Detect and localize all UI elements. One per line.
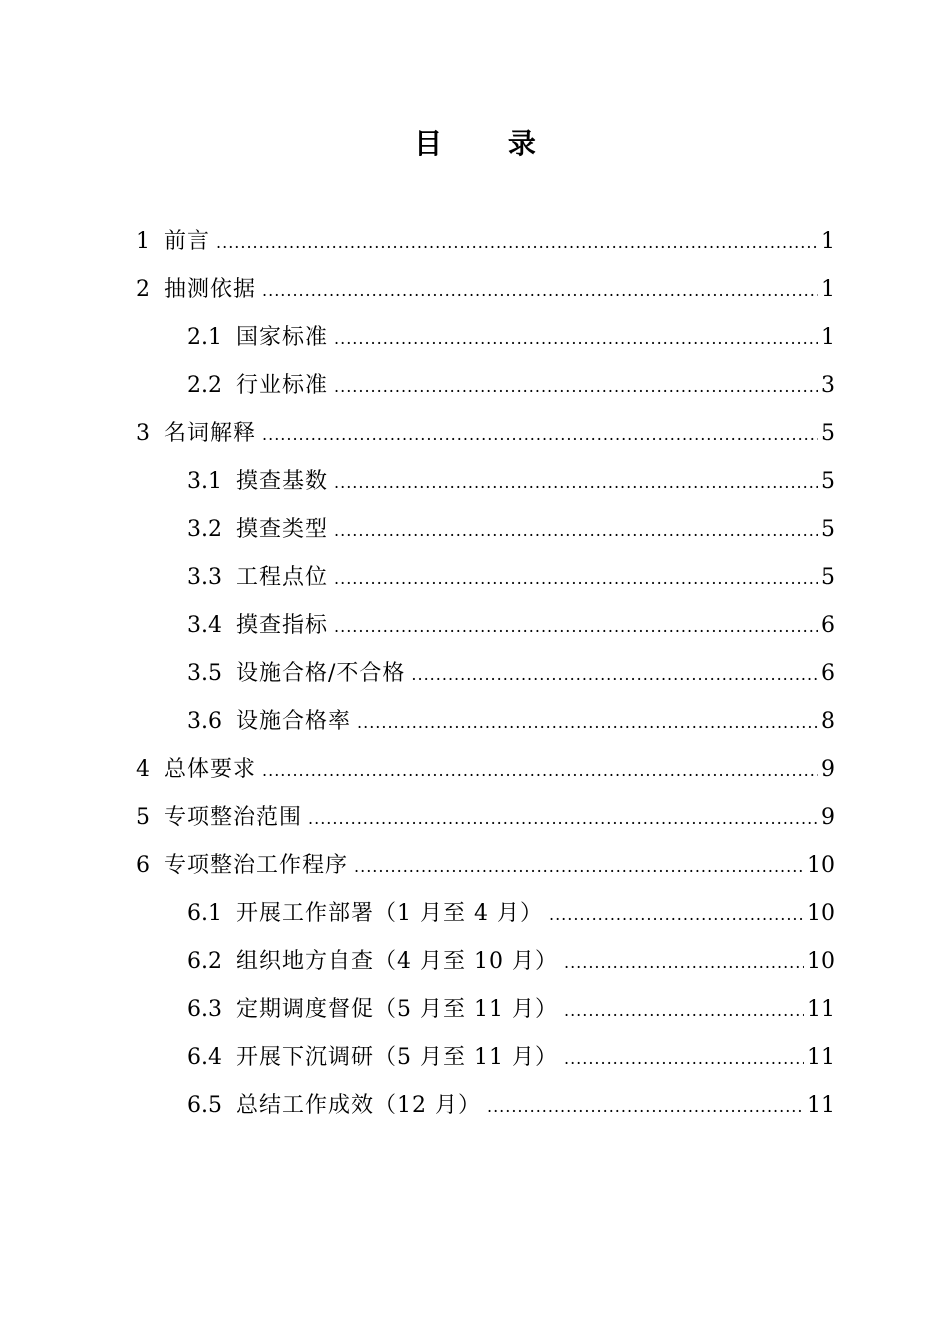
toc-dot-leader (487, 1087, 804, 1127)
toc-entry-title: 摸查类型 (236, 517, 329, 542)
toc-entry-number: 2 (136, 277, 150, 302)
toc-dot-leader (334, 607, 818, 647)
toc-dot-leader (354, 847, 804, 887)
toc-entry-number: 3.5 (187, 661, 222, 686)
toc-dot-leader (262, 415, 818, 455)
toc-entry[interactable] (0, 750, 950, 798)
toc-entry[interactable] (0, 702, 950, 750)
toc-page-number: 5 (821, 517, 835, 542)
toc-entry-number: 6 (136, 853, 150, 878)
toc-entry[interactable] (0, 270, 950, 318)
toc-page-number: 5 (821, 421, 835, 446)
toc-page-number: 5 (821, 469, 835, 494)
toc-page-number: 3 (821, 373, 835, 398)
toc-entry-title: 摸查基数 (236, 469, 329, 494)
toc-entry[interactable] (0, 462, 950, 510)
toc-page-number: 9 (821, 805, 835, 830)
toc-entry[interactable] (0, 366, 950, 414)
toc-dot-leader (564, 991, 804, 1031)
toc-entry-title: 前言 (164, 229, 211, 254)
toc-entry-title: 专项整治工作程序 (164, 853, 349, 878)
toc-entry-number: 3.1 (187, 469, 222, 494)
toc-page-number: 10 (807, 853, 835, 878)
toc-entry-title: 工程点位 (236, 565, 329, 590)
toc-dot-leader (334, 511, 818, 551)
toc-entry-number: 3.6 (187, 709, 222, 734)
toc-entry[interactable] (0, 942, 950, 990)
toc-entry-number: 2.1 (187, 325, 222, 350)
toc-dot-leader (308, 799, 818, 839)
toc-dot-leader (334, 559, 818, 599)
toc-entry-title: 定期调度督促（5 月至 11 月） (236, 997, 558, 1022)
toc-entry-number: 3 (136, 421, 150, 446)
toc-dot-leader (357, 703, 818, 743)
toc-entry[interactable] (0, 318, 950, 366)
toc-entry-title: 开展下沉调研（5 月至 11 月） (236, 1045, 558, 1070)
toc-entry-title: 总结工作成效（12 月） (236, 1093, 481, 1118)
toc-dot-leader (334, 463, 818, 503)
toc-entry-number: 6.2 (187, 949, 222, 974)
toc-entry[interactable] (0, 1038, 950, 1086)
toc-entry-title: 总体要求 (164, 757, 257, 782)
toc-dot-leader (564, 943, 804, 983)
toc-entry-title: 设施合格/不合格 (236, 661, 406, 686)
toc-entry[interactable] (0, 798, 950, 846)
toc-dot-leader (334, 367, 818, 407)
toc-entry-number: 3.4 (187, 613, 222, 638)
toc-page-number: 10 (807, 949, 835, 974)
toc-dot-leader (334, 319, 818, 359)
toc-entry[interactable] (0, 606, 950, 654)
toc-page-number: 8 (821, 709, 835, 734)
toc-page-number: 11 (807, 1093, 835, 1118)
toc-entry-number: 3.2 (187, 517, 222, 542)
toc-entry-number: 1 (136, 229, 150, 254)
toc-dot-leader (564, 1039, 804, 1079)
toc-entry[interactable] (0, 654, 950, 702)
toc-entry-title: 国家标准 (236, 325, 329, 350)
toc-page-number: 1 (821, 277, 835, 302)
toc-dot-leader (216, 223, 818, 263)
toc-entry-number: 6.1 (187, 901, 222, 926)
toc-entry[interactable] (0, 1086, 950, 1134)
toc-entry-title: 设施合格率 (236, 709, 352, 734)
toc-page-number: 6 (821, 661, 835, 686)
toc-entry-title: 开展工作部署（1 月至 4 月） (236, 901, 543, 926)
toc-page-number: 6 (821, 613, 835, 638)
toc-entry-title: 专项整治范围 (164, 805, 303, 830)
toc-entry[interactable] (0, 846, 950, 894)
toc-entry-title: 摸查指标 (236, 613, 329, 638)
toc-entry[interactable] (0, 222, 950, 270)
page-title: 目 录 (414, 127, 564, 160)
toc-dot-leader (549, 895, 804, 935)
table-of-contents (0, 222, 950, 1134)
toc-page-number: 1 (821, 325, 835, 350)
toc-entry[interactable] (0, 894, 950, 942)
toc-page-number: 1 (821, 229, 835, 254)
toc-page-number: 10 (807, 901, 835, 926)
toc-page-number: 9 (821, 757, 835, 782)
toc-entry-title: 名词解释 (164, 421, 257, 446)
toc-dot-leader (262, 751, 818, 791)
toc-entry[interactable] (0, 510, 950, 558)
toc-entry-title: 行业标准 (236, 373, 329, 398)
toc-entry-title: 组织地方自查（4 月至 10 月） (236, 949, 558, 974)
toc-entry-number: 2.2 (187, 373, 222, 398)
toc-entry[interactable] (0, 558, 950, 606)
toc-entry-number: 6.4 (187, 1045, 222, 1070)
toc-page-number: 11 (807, 1045, 835, 1070)
toc-entry-number: 4 (136, 757, 150, 782)
toc-entry-number: 6.3 (187, 997, 222, 1022)
toc-entry-number: 3.3 (187, 565, 222, 590)
toc-dot-leader (262, 271, 818, 311)
toc-page-number: 5 (821, 565, 835, 590)
toc-entry-title: 抽测依据 (164, 277, 257, 302)
toc-entry[interactable] (0, 990, 950, 1038)
toc-entry[interactable] (0, 414, 950, 462)
toc-entry-number: 5 (136, 805, 150, 830)
toc-page-number: 11 (807, 997, 835, 1022)
toc-entry-number: 6.5 (187, 1093, 222, 1118)
toc-dot-leader (411, 655, 818, 695)
